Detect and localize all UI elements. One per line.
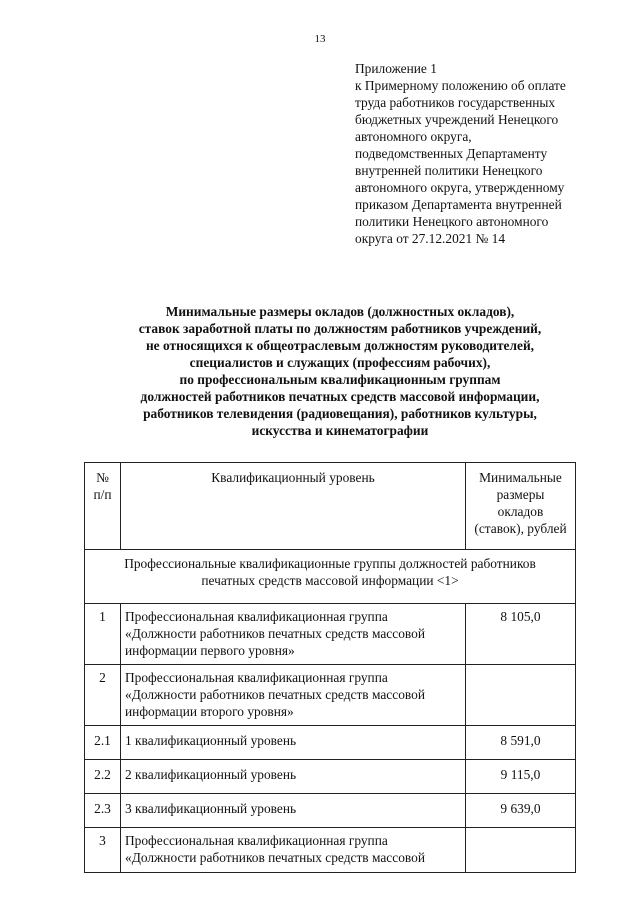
appendix-line: подведомственных Департаменту [355, 146, 548, 161]
title-line: должностей работников печатных средств массовой информации, [140, 389, 540, 404]
row-level [121, 604, 466, 665]
header-num-line: № [96, 470, 109, 485]
appendix-note [355, 60, 600, 247]
header-level: Квалификационный уровень [121, 463, 466, 550]
table-row [85, 604, 576, 665]
appendix-line: внутренней политики Ненецкого [355, 163, 543, 178]
row-salary [466, 828, 576, 873]
table-row [85, 794, 576, 828]
table-header-row [85, 463, 576, 550]
row-level: 2 квалификационный уровень [121, 760, 466, 794]
row-level-line: «Должности работников печатных средств массовой [125, 850, 425, 865]
table-row [85, 726, 576, 760]
section-title [85, 550, 576, 604]
header-salary [466, 463, 576, 550]
row-salary: 8 591,0 [466, 726, 576, 760]
row-level [121, 665, 466, 726]
appendix-line: политики Ненецкого автономного [355, 214, 549, 229]
header-salary-line: размеры [496, 487, 545, 502]
title-line: специалистов и служащих (профессиям рабочих), [189, 355, 491, 370]
page-number: 13 [314, 33, 326, 45]
appendix-line: Приложение 1 [355, 61, 437, 76]
row-level-line: информации первого уровня» [125, 643, 295, 658]
table-row [85, 760, 576, 794]
header-num [85, 463, 121, 550]
appendix-line: автономного округа, утвержденному [355, 180, 565, 195]
row-level-line: информации второго уровня» [125, 704, 294, 719]
row-level-line: «Должности работников печатных средств массовой [125, 626, 425, 641]
title-line: ставок заработной платы по должностям работников учреждений, [138, 321, 542, 336]
row-salary: 8 105,0 [466, 604, 576, 665]
salary-table [84, 462, 576, 873]
appendix-line: округа от 27.12.2021 № 14 [355, 231, 506, 246]
title-line: не относящихся к общеотраслевым должностям руководителей, [145, 338, 535, 353]
row-num: 2.2 [85, 760, 121, 794]
row-num: 1 [85, 604, 121, 665]
section-line: печатных средств массовой информации <1> [201, 573, 459, 588]
appendix-line: приказом Департамента внутренней [355, 197, 562, 212]
document-title [60, 303, 620, 439]
row-salary: 9 639,0 [466, 794, 576, 828]
table-row [85, 665, 576, 726]
table-row [85, 828, 576, 873]
header-num-line: п/п [93, 487, 112, 502]
row-level-line: Профессиональная квалификационная группа [125, 833, 388, 848]
section-row [85, 550, 576, 604]
title-line: Минимальные размеры окладов (должностных окладов), [165, 304, 515, 319]
row-salary: 9 115,0 [466, 760, 576, 794]
row-num: 2.3 [85, 794, 121, 828]
row-level: 3 квалификационный уровень [121, 794, 466, 828]
appendix-line: труда работников государственных [355, 95, 556, 110]
appendix-line: автономного округа, [355, 129, 472, 144]
appendix-line: к Примерному положению об оплате [355, 78, 566, 93]
header-salary-line: Минимальные [479, 470, 562, 485]
appendix-line: бюджетных учреждений Ненецкого [355, 112, 559, 127]
header-salary-line: (ставок), рублей [474, 521, 567, 536]
title-line: искусства и кинематографии [251, 423, 429, 438]
row-num: 2 [85, 665, 121, 726]
row-level-line: Профессиональная квалификационная группа [125, 670, 388, 685]
row-level-line: «Должности работников печатных средств массовой [125, 687, 425, 702]
row-salary [466, 665, 576, 726]
row-level-line: Профессиональная квалификационная группа [125, 609, 388, 624]
row-num: 2.1 [85, 726, 121, 760]
header-salary-line: окладов [497, 504, 544, 519]
row-level [121, 828, 466, 873]
row-level: 1 квалификационный уровень [121, 726, 466, 760]
title-line: работников телевидения (радиовещания), работников культуры, [143, 406, 537, 421]
row-num: 3 [85, 828, 121, 873]
title-line: по профессиональным квалификационным группам [179, 372, 501, 387]
section-line: Профессиональные квалификационные группы должностей работников [124, 556, 536, 571]
